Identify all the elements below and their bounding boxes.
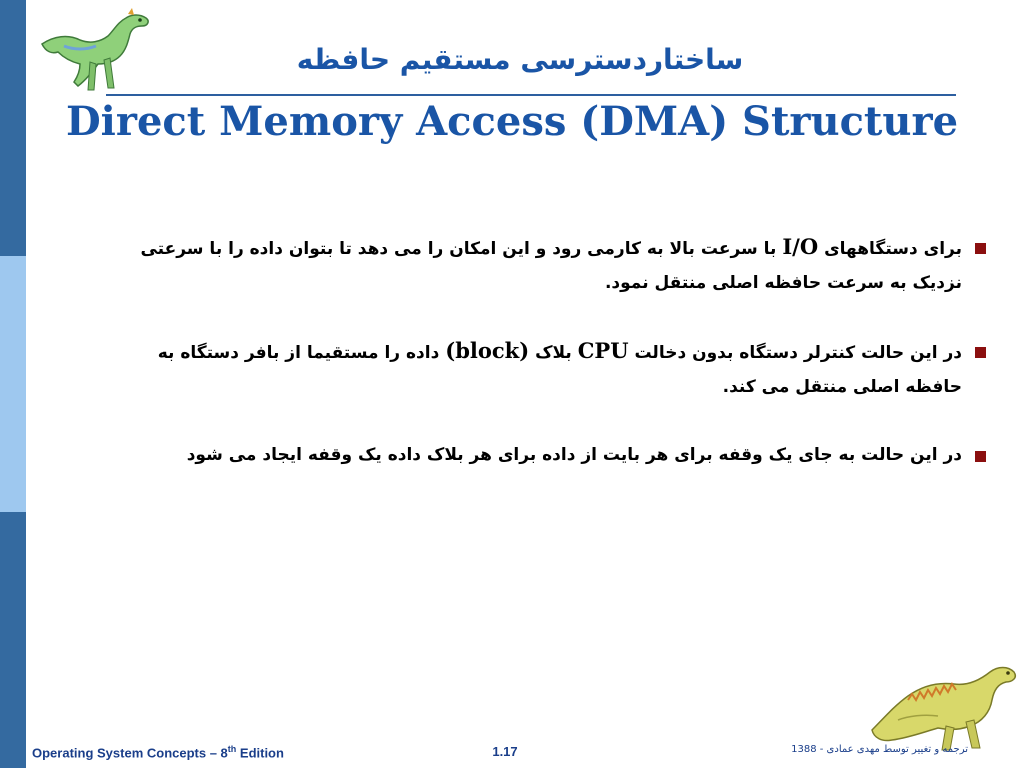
bullet-term: (block): [445, 338, 530, 363]
footer-book-title: [32, 744, 284, 760]
slide-title-persian: ساختاردسترسی مستقیم حافظه: [296, 43, 744, 76]
bullet-item: [96, 334, 1006, 404]
bullet-item: [96, 438, 1006, 472]
footer-translator-credit: ترجمه و تغییر توسط مهدی عمادی - 1388: [791, 744, 968, 755]
bullet-text: بلاک: [535, 343, 572, 363]
bullet-text: برای دستگاههای: [824, 239, 962, 259]
bullet-text: در این حالت به جای یک وقفه برای هر بایت از داده برای هر بلاک داده یک وقفه ایجاد می شود: [186, 445, 962, 465]
bullet-item: [96, 230, 1006, 300]
slide-number: 1.17: [492, 744, 518, 759]
sidebar-segment-middle: [0, 256, 26, 512]
square-bullet-icon: [975, 243, 986, 254]
bullet-text: با سرعت بالا به کارمی رود و این امکان را می دهد تا بتوان داده را با سرعتی نزدیک به سرعت حافظه اصلی منتقل نمود.: [140, 239, 962, 293]
footer-book-prefix: Operating System Concepts – 8: [32, 745, 228, 761]
slide-title-english: Direct Memory Access (DMA) Structure: [65, 98, 959, 145]
yellow-dinosaur-icon: [868, 660, 1020, 752]
bullet-list: [96, 230, 1006, 506]
bullet-term: CPU: [577, 338, 629, 363]
footer-book-suffix: Edition: [236, 745, 284, 761]
footer-book-sup: th: [227, 744, 237, 754]
square-bullet-icon: [975, 451, 986, 462]
square-bullet-icon: [975, 347, 986, 358]
bullet-text: داده را مستقیما از بافر دستگاه به حافظه اصلی منتقل می کند.: [157, 343, 962, 397]
bullet-term: I/O: [782, 234, 819, 259]
sidebar-segment-bottom: [0, 512, 26, 768]
sidebar-segment-top: [0, 0, 26, 256]
left-sidebar-strip: [0, 0, 26, 768]
green-dinosaur-icon: [34, 6, 158, 96]
bullet-text: در این حالت کنترلر دستگاه بدون دخالت: [634, 343, 962, 363]
